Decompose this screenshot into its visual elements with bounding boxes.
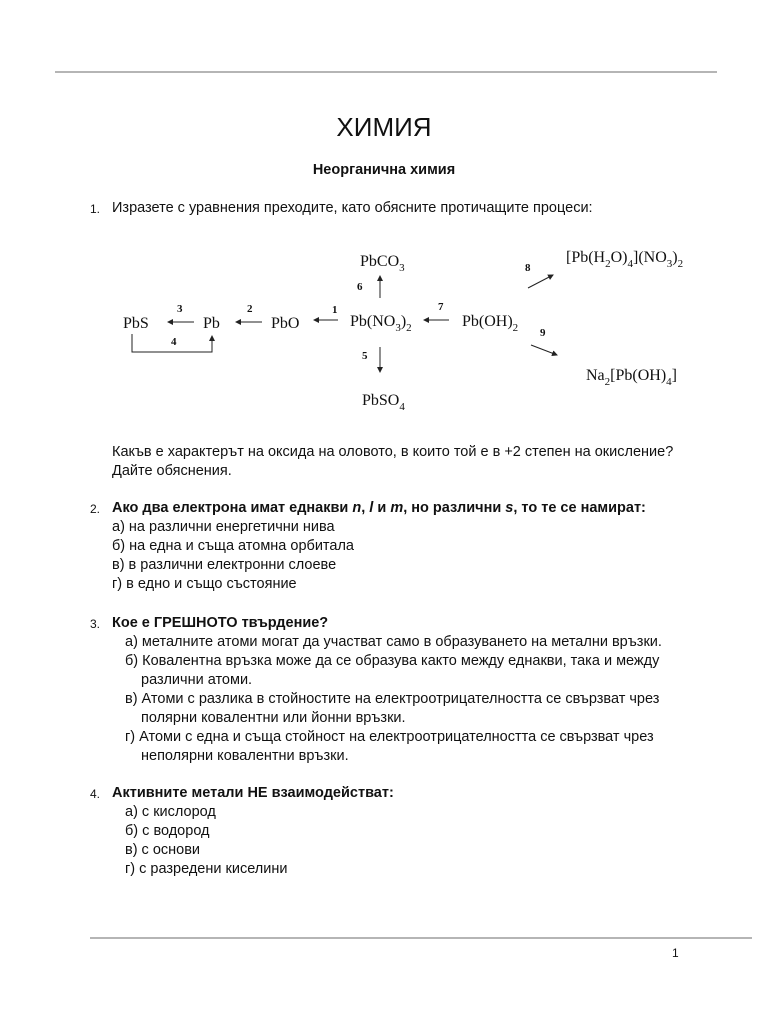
page-number: 1 <box>672 946 679 960</box>
question-1-text: Изразете с уравнения преходите, като обясните протичащите процеси: <box>112 200 593 216</box>
arrow-label-8: 8 <box>525 262 531 274</box>
arrow-label-9: 9 <box>540 327 546 339</box>
question-4-number: 4. <box>90 787 101 801</box>
option-b: б) Ковалентна връзка може да се образува както между еднакви, така и между <box>125 653 660 669</box>
c1d: 4 <box>627 258 633 270</box>
arrow-label-1: 1 <box>332 304 338 316</box>
pbno3-close: ) <box>400 313 407 330</box>
option-d: г) в едно и също състояние <box>112 576 297 592</box>
compound-pb-hydroxide <box>462 313 518 334</box>
quantum-number-l: l <box>369 500 374 516</box>
option-b: б) на една и съща атомна орбитала <box>112 538 354 554</box>
followup-line-2: Дайте обяснения. <box>112 463 232 479</box>
option-d: г) Атоми с една и съща стойност на електроотрицателността се свързват чрез <box>125 729 654 745</box>
c1c: O) <box>610 249 628 266</box>
pboh-sub: 2 <box>512 322 519 334</box>
c1b: 2 <box>605 258 611 270</box>
option-a: а) металните атоми могат да участват само в образуването на метални връзки. <box>125 634 662 650</box>
page-title: ХИМИЯ <box>336 112 432 142</box>
question-1-number: 1. <box>90 202 101 216</box>
compound-pbo: PbO <box>271 315 300 332</box>
option-c: в) в различни електронни слоеве <box>112 557 337 573</box>
c1f: 3 <box>666 258 673 270</box>
transformation-scheme <box>0 0 768 430</box>
pbco3-sub: 3 <box>399 262 405 274</box>
compound-pb-sulfate <box>362 392 405 413</box>
option-a: а) с кислород <box>125 804 216 820</box>
question-4-text: Активните метали НЕ взаимодействат: <box>112 785 394 801</box>
page-subtitle: Неорганична химия <box>312 162 456 178</box>
arrow-8 <box>528 275 553 288</box>
option-a: а) на различни енергетични нива <box>112 519 335 535</box>
compound-aqua-complex <box>566 249 683 270</box>
question-2-options <box>112 518 354 594</box>
pbno3-main: Pb(NO <box>350 313 396 330</box>
arrow-9 <box>531 345 557 355</box>
pbso4-sub: 4 <box>399 401 405 413</box>
pboh-main: Pb(OH) <box>462 313 513 330</box>
option-c: в) с основи <box>125 842 201 858</box>
c2d: 4 <box>666 376 672 388</box>
option-c-continued: полярни ковалентни или йонни връзки. <box>141 710 406 726</box>
option-c: в) Атоми с разлика в стойностите на електроотрицателността се свързват чрез <box>125 691 660 707</box>
footer-divider <box>90 937 752 939</box>
pbco3-main: PbCO <box>360 253 400 270</box>
arrow-label-2: 2 <box>247 303 253 315</box>
option-b: б) с водород <box>125 823 210 839</box>
arrow-label-6: 6 <box>357 281 363 293</box>
compound-hydroxo-complex <box>586 367 677 388</box>
c1g: ) <box>672 249 678 266</box>
option-b-continued: различни атоми. <box>141 672 253 688</box>
c2e: ] <box>671 367 677 384</box>
quantum-number-n: n <box>352 500 362 516</box>
option-d-continued: неполярни ковалентни връзки. <box>141 748 349 764</box>
compound-pb-nitrate <box>350 313 412 334</box>
question-2-number: 2. <box>90 502 101 516</box>
compound-pb: Pb <box>203 315 220 332</box>
compound-pbs: PbS <box>123 315 149 332</box>
pbso4-main: PbSO <box>362 392 400 409</box>
question-3-options <box>125 633 745 766</box>
question-3-number: 3. <box>90 617 101 631</box>
question-1-followup <box>112 443 673 481</box>
c1e: ](NO <box>633 249 667 266</box>
quantum-number-s: s <box>505 500 514 516</box>
question-3-text: Кое е ГРЕШНОТО твърдение? <box>112 615 329 631</box>
quantum-number-m: m <box>390 500 404 516</box>
followup-line-1: Какъв е характерът на оксида на оловото, в които той е в +2 степен на окисление? <box>112 444 674 460</box>
question-2-text: Ако два електрона имат еднакви n, l и m, но различни s, то те се намират: <box>112 500 646 516</box>
arrow-label-4: 4 <box>171 336 177 348</box>
compound-pb-carbonate <box>360 253 405 274</box>
c2c: [Pb(OH) <box>610 367 667 384</box>
c1a: [Pb(H <box>566 249 606 266</box>
c1h: 2 <box>677 258 684 270</box>
question-4-options <box>125 803 287 879</box>
pbno3-sub: 3 <box>395 322 401 334</box>
option-d: г) с разредени киселини <box>125 861 288 877</box>
c2a: Na <box>586 367 605 384</box>
pbno3-sub2: 2 <box>406 322 412 334</box>
arrow-label-5: 5 <box>362 350 368 362</box>
arrow-label-7: 7 <box>438 301 444 313</box>
arrow-label-3: 3 <box>177 303 183 315</box>
c2b: 2 <box>604 376 611 388</box>
